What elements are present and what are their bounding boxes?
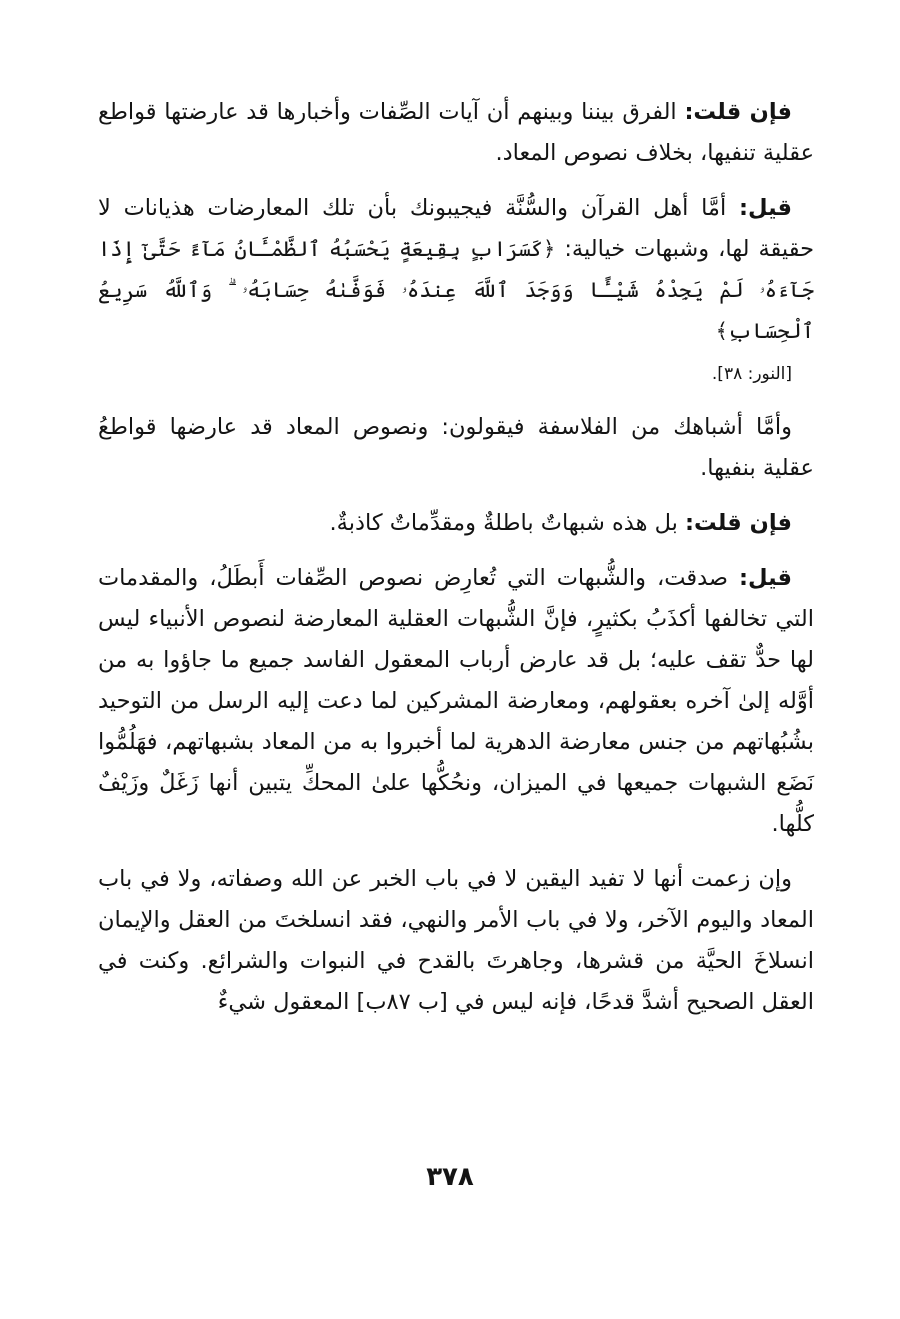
paragraph-text: أمَّا أهل القرآن والسُّنَّة فيجيبونك بأن تلك المعارضات هذيانات لا حقيقة لها، وشبهات خيالية: <box>98 195 814 262</box>
paragraph-text: بل هذه شبهاتٌ باطلةٌ ومقدِّماتٌ كاذبةٌ. <box>329 510 686 536</box>
paragraph-lead: قيل: <box>739 195 792 221</box>
paragraph-conclusion <box>98 859 814 1023</box>
paragraph-text: صدقت، والشُّبهات التي تُعارِض نصوص الصِّفات أَبطَلُ، والمقدمات التي تخالفها أكذَبُ بكثيرٍ، فإنَّ الشُّبهات العقلية المعارضة لنصوص الأنبياء ليس لها حدٌّ تقف عليه؛ بل قد عارض أرباب المعقول الفاسد جميع ما جاؤوا به من أوَّله إلىٰ آخره بعقولهم، ومعارضة المشركين لما دعت إليه الرسل من التوحيد بشُبُهاتهم من جنس معارضة الدهرية لما أخبروا به من المعاد بشبهاتهم، فهَلُمُّوا نَضَع الشبهات جميعها في الميزان، ونحُكُّها علىٰ المحكِّ يتبين أنها زَغَلٌ وزَيْفٌ كلُّها. <box>98 565 814 837</box>
paragraph-lead: فإن قلت: <box>684 99 792 125</box>
page-body <box>98 92 814 1041</box>
paragraph-reply-2 <box>98 558 814 845</box>
quran-verse: ﴿كَسَرَابٍ بِقِيعَةٍ يَحْسَبُهُ ٱلظَّمْـَٔانُ مَآءً حَتَّىٰٓ إِذَا جَآءَهُۥ لَمْ يَجِدْهُ شَيْـًٔا وَوَجَدَ ٱللَّهَ عِندَهُۥ فَوَفَّىٰهُ حِسَابَهُۥ ۗ وَٱللَّهُ سَرِيعُ ٱلْحِسَابِ﴾ <box>98 237 814 343</box>
paragraph-lead: فإن قلت: <box>685 510 792 536</box>
paragraph-philosophers <box>98 407 814 489</box>
paragraph-lead: قيل: <box>739 565 792 591</box>
paragraph-text: وإن زعمت أنها لا تفيد اليقين لا في باب الخبر عن الله وصفاته، ولا في باب المعاد واليوم الآخر، ولا في باب الأمر والنهي، فقد انسلختَ من العقل والإيمان انسلاخَ الحيَّة من قشرها، وجاهرتَ بالقدح في النبوات والشرائع. وكنت في العقل الصحيح أشدَّ قدحًا، فإنه ليس في [ب ٨٧ب] المعقول شيءٌ <box>98 866 814 1015</box>
paragraph-objection-1 <box>98 92 814 174</box>
page-number: ٣٧٨ <box>426 1162 474 1192</box>
paragraph-reply-1 <box>98 188 814 393</box>
paragraph-text: الفرق بيننا وبينهم أن آيات الصِّفات وأخبارها قد عارضتها قواطع عقلية تنفيها، بخلاف نصوص المعاد. <box>98 99 814 166</box>
paragraph-objection-2 <box>98 503 814 544</box>
paragraph-text: وأمَّا أشباهك من الفلاسفة فيقولون: ونصوص المعاد قد عارضها قواطعُ عقلية بنفيها. <box>98 414 814 481</box>
verse-citation: [النور: ٣٨]. <box>711 364 792 384</box>
